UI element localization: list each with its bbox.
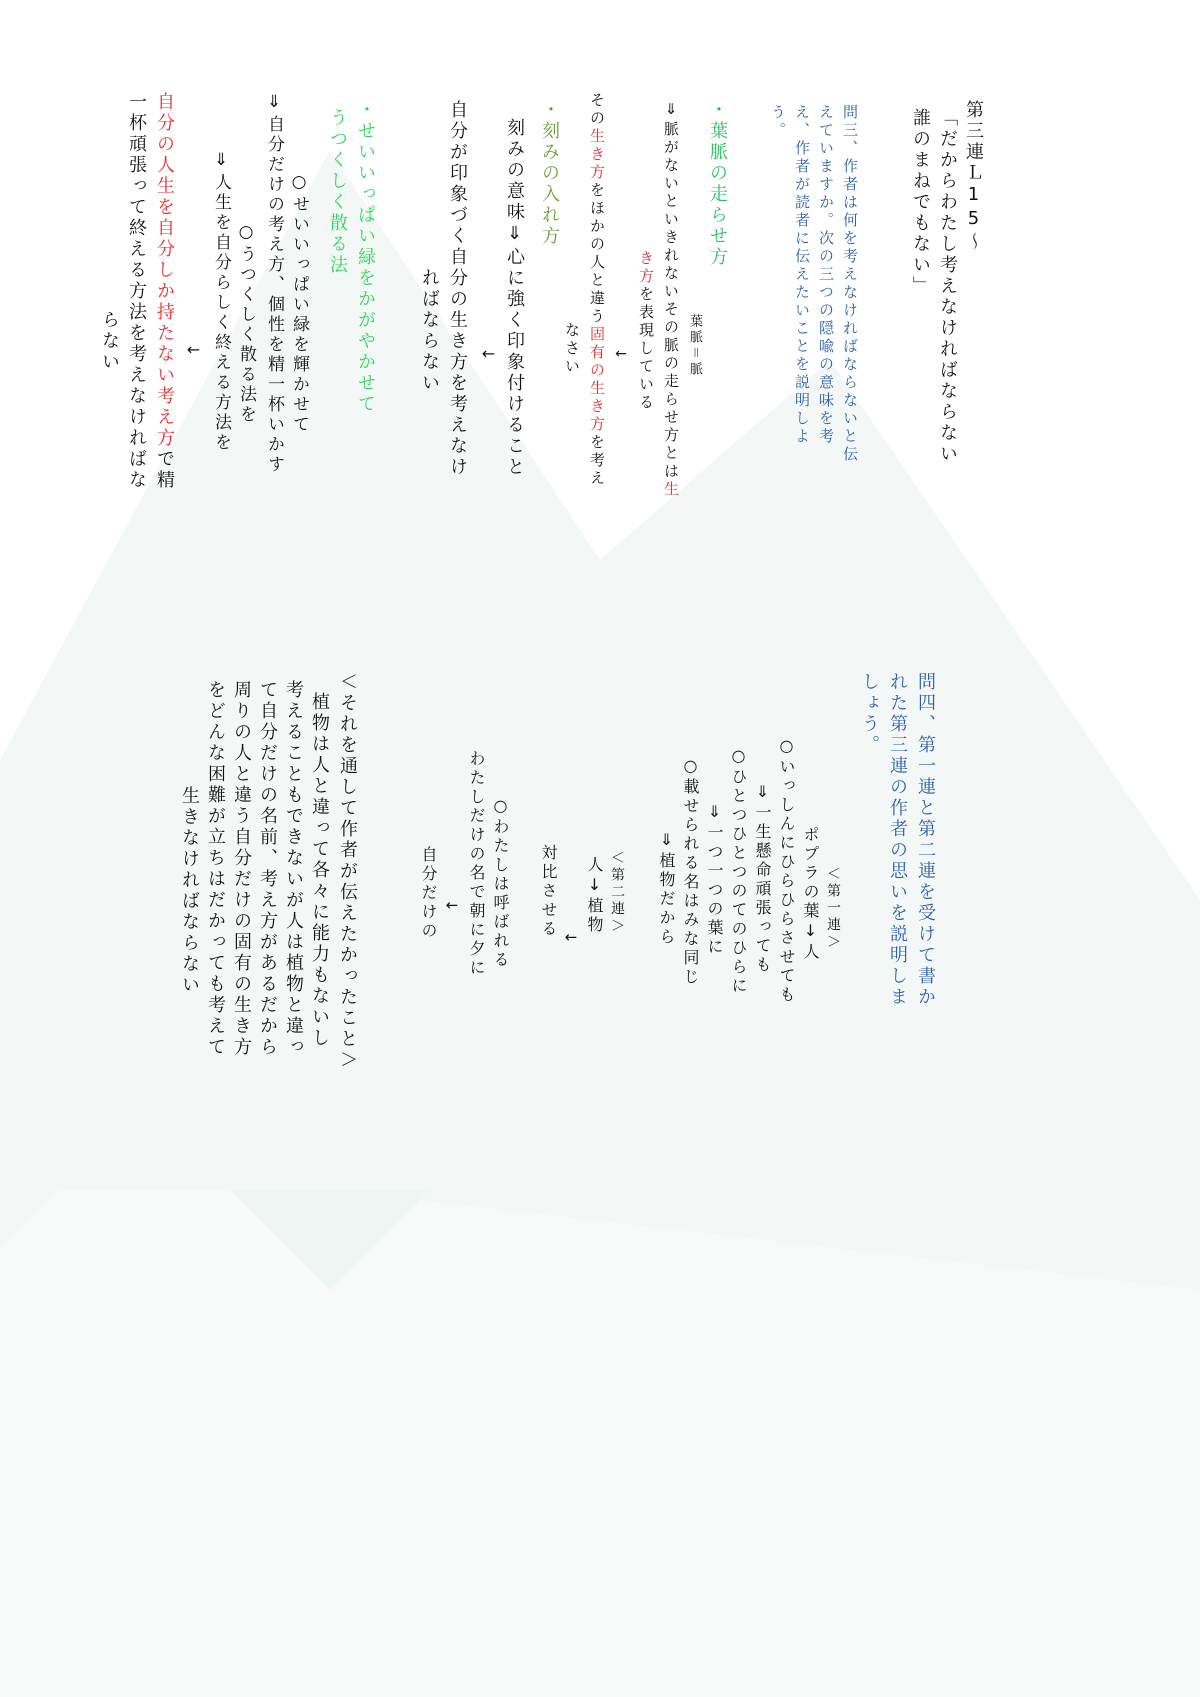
veins-line2: き方を表現している: [637, 250, 655, 412]
question4-line1: 問四、第一連と第二連を受けて書か: [915, 672, 936, 1008]
veins-line1: ⇓脈がないといきれないその脈の走らせ方とは生: [662, 100, 680, 499]
green-leaves-circle2: ○うつくしく散る法を: [236, 222, 256, 425]
stanza2-circle1-line2: わたしだけの名で朝に夕に: [467, 750, 486, 978]
question3-line4: う。: [769, 104, 787, 140]
stanza2-own: 自分だけの: [419, 846, 438, 941]
question3-line1: 問三、作者は何を考えなければならないと伝: [841, 104, 859, 464]
question3-line2: えていますか。次の三つの隠喩の意味を考: [817, 104, 835, 446]
stanza1-circle2: ○ひとつひとつのてのひらに: [729, 746, 748, 996]
green-leaves-circle1: ○せいいっぱい緑を輝かせて: [289, 172, 309, 435]
green-leaves-line3: 自分の人生を自分しか持たない考え方で精: [154, 92, 175, 491]
green-leaves-line4: 一杯頑張って終える方法を考えなければな: [126, 92, 147, 491]
veins-heading: ・葉脈の走らせ方: [707, 100, 728, 268]
stanza2-arrow: ←: [562, 928, 580, 949]
section3-quote-line1: 「だからわたし考えなければならない: [937, 108, 958, 465]
stanza1-circle3-sub: ⇓植物だから: [657, 830, 676, 947]
message-line4: て自分だけの名前、考え方があるだから: [257, 680, 278, 1058]
stanza1-circle3: ○載せられる名はみな同じ: [681, 756, 700, 987]
stanza2-contrast: 対比させる: [539, 844, 558, 939]
stanza1-circle1-sub: ⇓一生懸命頑張っても: [753, 782, 772, 975]
stanza2-label: ＜第二連＞: [609, 850, 625, 935]
question4-line3: しょう。: [859, 672, 880, 756]
green-leaves-heading2: うつくしく散る法: [327, 108, 348, 276]
veins-line3: その生き方をほかの人と違う固有の生き方を考え: [588, 92, 606, 488]
question3-line3: え、作者が読者に伝えたいことを説明しよ: [793, 104, 811, 446]
section3-title: 第三連Ｌ15〜: [963, 100, 984, 253]
stanza2-arrow2: ←: [443, 896, 461, 917]
carve-line3: ればならない: [419, 268, 440, 394]
section3-quote-line2: 誰のまねでもない」: [910, 108, 931, 297]
question4-line2: れた第三連の作者の思いを説明しま: [887, 672, 908, 1008]
stanza2-mapping: 人↓植物: [585, 856, 604, 935]
message-line7: 生きなければならない: [179, 786, 200, 996]
carve-arrow: ←: [479, 344, 498, 366]
message-line2: 植物は人と違って各々に能力もないし: [309, 692, 330, 1049]
stanza1-circle2-sub: ⇓一つ一つの葉に: [705, 802, 724, 957]
message-line3: 考えることもできないが人は植物と違っ: [283, 680, 304, 1058]
message-line6: をどんな困難が立ちはだかっても考えて: [205, 680, 226, 1058]
green-leaves-heading1: ・せいいっぱい緑をかがやかせて: [355, 100, 376, 415]
carve-line2: 自分が印象づく自分の生き方を考えなけ: [447, 100, 468, 478]
stanza1-label: ＜第一連＞: [825, 866, 841, 951]
stanza2-circle1: ○わたしは呼ばれる: [491, 796, 510, 970]
stanza1-mapping: ポプラの葉↓人: [801, 826, 820, 962]
green-leaves-line2: ⇓人生を自分らしく終える方法を: [211, 150, 231, 453]
message-line1: ＜それを通して作者が伝えたかったこと＞: [337, 672, 358, 1071]
carve-line1: 刻みの意味⇓心に強く印象付けること: [504, 118, 525, 478]
veins-line4: なさい: [563, 322, 581, 376]
green-leaves-line1: ⇓自分だけの考え方、個性を精一杯いかす: [264, 92, 284, 475]
stanza1-circle1: ○いっしんにひらひらさせても: [777, 736, 796, 1005]
veins-note: 葉脈＝脈: [687, 314, 702, 378]
carve-heading: ・刻みの入れ方: [539, 100, 560, 247]
message-line5: 周りの人と違う自分だけの固有の生き方: [231, 680, 252, 1058]
veins-arrow: ←: [613, 346, 629, 365]
green-leaves-line5: らない: [99, 310, 120, 373]
green-leaves-arrow: ←: [184, 340, 203, 362]
